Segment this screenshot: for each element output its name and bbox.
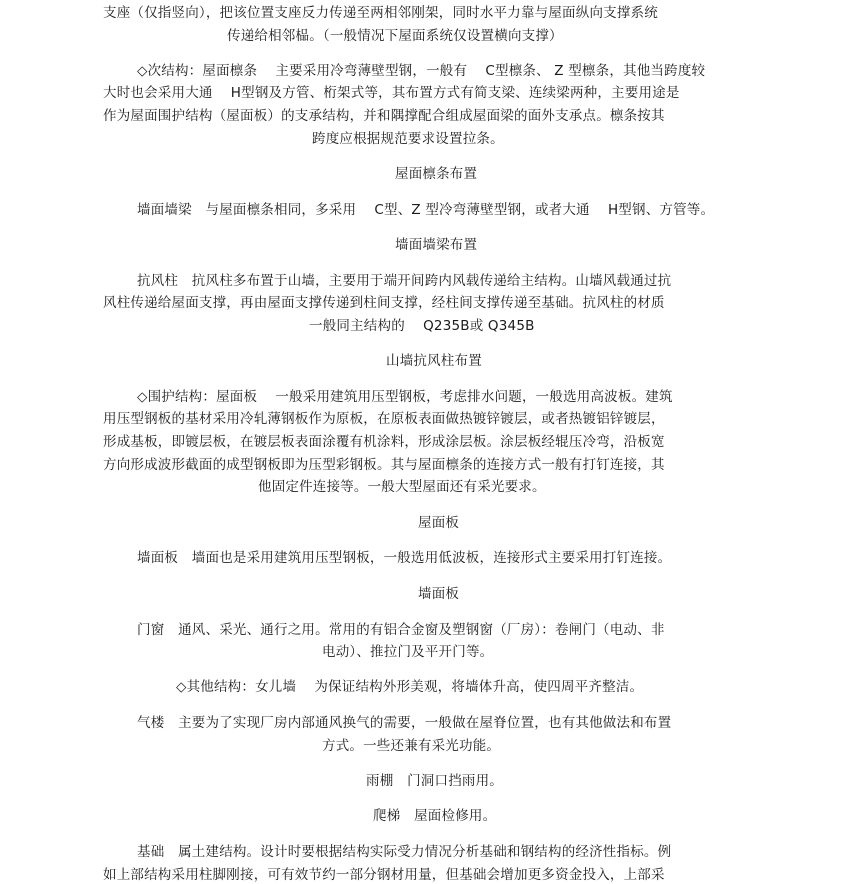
figure-caption: 墙面墙梁布置 — [395, 237, 478, 253]
text-line: 支座（仅指竖向），把该位置支座反力传递至两相邻刚架，同时水平力靠与屋面纵向支撑系统 — [103, 5, 658, 21]
text-line: ◇围护结构：屋面板 一般采用建筑用压型钢板，考虑排水问题，一般选用高波板。建筑 — [137, 389, 673, 405]
text-line: 大时也会采用大通 H型钢及方管、桁架式等，其布置方式有简支梁、连续梁两种，主要用途是 — [103, 85, 680, 101]
text-line: 抗风柱 抗风柱多布置于山墙，主要用于端开间跨内风载传递给主结构。山墙风载通过抗 — [137, 273, 672, 289]
text-line: 墙面板 墙面也是采用建筑用压型钢板，一般选用低波板，连接形式主要采用打钉连接。 — [137, 550, 672, 566]
text-line: 基础 属土建结构。设计时要根据结构实际受力情况分析基础和钢结构的经济性指标。例 — [137, 844, 672, 860]
text-line: 雨棚 门洞口挡雨用。 — [366, 773, 503, 789]
text-line: 他固定件连接等。一般大型屋面还有采光要求。 — [258, 479, 546, 495]
figure-caption: 墙面板 — [418, 586, 460, 602]
text-line: 用压型钢板的基材采用冷轧薄钢板作为原板，在原板表面做热镀锌镀层，或者热镀铝锌镀层， — [103, 411, 665, 427]
text-line: 作为屋面围护结构（屋面板）的支承结构，并和隅撑配合组成屋面梁的面外支承点。檩条按其 — [103, 108, 665, 124]
text-line: ◇其他结构：女儿墙 为保证结构外形美观，将墙体升高，使四周平齐整洁。 — [176, 679, 644, 695]
text-line: 形成基板，即镀层板，在镀层板表面涂覆有机涂料，形成涂层板。涂层板经辊压冷弯，沿板宽 — [103, 434, 665, 450]
text-line: 跨度应根据规范要求设置拉条。 — [312, 131, 504, 147]
text-line: 方向形成波形截面的成型钢板即为压型彩钢板。其与屋面檩条的连接方式一般有打钉连接，其 — [103, 457, 665, 473]
text-line: 爬梯 屋面检修用。 — [373, 808, 497, 824]
figure-caption: 山墙抗风柱布置 — [386, 353, 482, 369]
figure-caption: 屋面板 — [418, 515, 460, 531]
text-line: 传递给相邻榀。（一般情况下屋面系统仅设置横向支撑） — [227, 28, 563, 44]
text-line: ◇次结构：屋面檩条 主要采用冷弯薄壁型钢，一般有 C型檩条、 Z 型檩条，其他当跨度较 — [137, 63, 706, 79]
text-line: 一般同主结构的 Q235B或 Q345B — [309, 318, 535, 334]
text-line: 如上部结构采用柱脚刚接，可有效节约一部分钢材用量，但基础会增加更多资金投入，上部采 — [103, 867, 665, 883]
figure-caption: 屋面檩条布置 — [395, 166, 478, 182]
text-line: 电动）、推拉门及平开门等。 — [322, 644, 494, 660]
text-line: 风柱传递给屋面支撑，再由屋面支撑传递到柱间支撑，经柱间支撑传递至基础。抗风柱的材质 — [103, 295, 665, 311]
text-line: 方式。一些还兼有采光功能。 — [322, 738, 501, 754]
text-line: 气楼 主要为了实现厂房内部通风换气的需要，一般做在屋脊位置，也有其他做法和布置 — [137, 715, 672, 731]
text-line: 墙面墙梁 与屋面檩条相同，多采用 C型、Z 型冷弯薄壁型钢，或者大通 H型钢、方管等。 — [137, 202, 715, 218]
text-line: 门窗 通风、采光、通行之用。常用的有铝合金窗及塑钢窗（厂房）：卷闸门（电动、非 — [137, 622, 665, 638]
